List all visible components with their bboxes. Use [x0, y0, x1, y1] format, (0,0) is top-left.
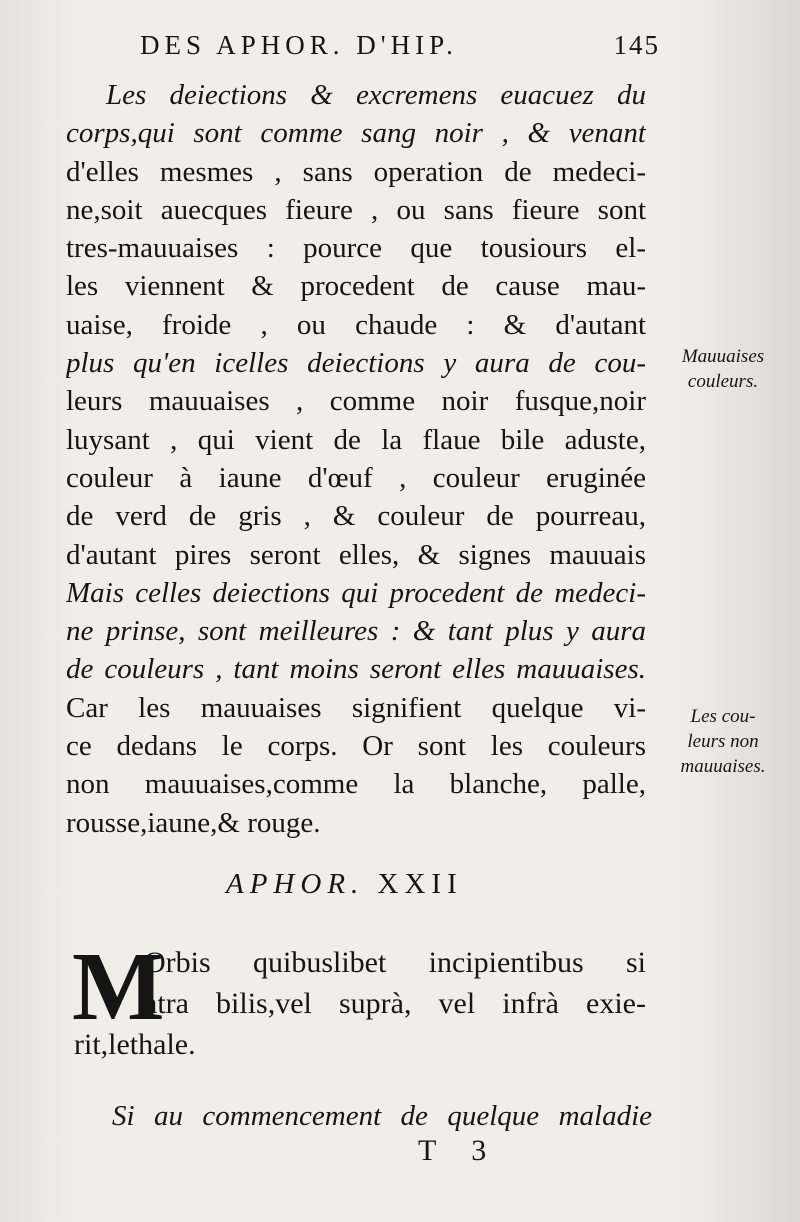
margin-note [652, 344, 794, 394]
latin-line: rit,lethale. [74, 1028, 196, 1061]
text-line: ce dedans le corps. Or sont les couleurs [66, 730, 646, 763]
latin-line: atra bilis,vel suprà, vel infrà exie- [144, 987, 646, 1020]
drop-cap: M [72, 933, 165, 1041]
text-line: non mauuaises,comme la blanche, palle, [66, 768, 646, 801]
signature-mark: T 3 [418, 1134, 501, 1167]
text-line: Car les mauuaises signifient quelque vi- [66, 691, 646, 724]
text-line: d'elles mesmes , sans operation de medeci- [66, 155, 646, 188]
text-line: Mais celles deiections qui procedent de medeci- [66, 576, 646, 609]
margin-note-line: mauuaises. [680, 756, 766, 777]
text-line: ne prinse, sont meilleures : & tant plus y aura [66, 615, 646, 648]
margin-note-line: Mauuaises [681, 346, 765, 367]
text-line: rousse,iaune,& rouge. [66, 806, 321, 839]
text-line: uaise, froide , ou chaude : & d'autant [66, 308, 646, 341]
margin-note-line: Les cou- [690, 706, 756, 727]
text-line: les viennent & procedent de cause mau- [66, 270, 646, 303]
page-number: 145 [613, 30, 660, 60]
catchline: Si au commencement de quelque maladie [112, 1100, 652, 1132]
section-heading-number: XXII [377, 868, 463, 900]
latin-line: Orbis quibuslibet incipientibus si [144, 946, 646, 979]
section-heading [226, 868, 463, 901]
text-line: leurs mauuaises , comme noir fusque,noir [66, 385, 646, 418]
section-heading-label: APHOR. [226, 868, 365, 900]
margin-note-line: couleurs. [687, 371, 759, 392]
text-line: ne,soit auecques fieure , ou sans fieure sont [66, 193, 646, 226]
text-line: de couleurs , tant moins seront elles mauuaises. [66, 653, 646, 686]
running-head [140, 30, 660, 61]
running-head-title: DES APHOR. D'HIP. [140, 30, 458, 60]
text-line: corps,qui sont comme sang noir , & venant [66, 117, 646, 150]
margin-note [652, 704, 794, 779]
text-line: couleur à iaune d'œuf , couleur eruginée [66, 461, 646, 494]
text-line: plus qu'en icelles deiections y aura de cou- [66, 347, 646, 380]
margin-note-line: leurs non [687, 731, 759, 752]
french-commentary [66, 76, 646, 842]
text-line: d'autant pires seront elles, & signes mauuais [66, 538, 646, 571]
latin-aphorism [66, 933, 646, 1065]
text-line: tres-mauuaises : pource que tousiours el- [66, 232, 646, 265]
text-line: Les deiections & excremens euacuez du [106, 79, 646, 111]
text-line: de verd de gris , & couleur de pourreau, [66, 500, 646, 533]
text-line: luysant , qui vient de la flaue bile aduste, [66, 423, 646, 456]
